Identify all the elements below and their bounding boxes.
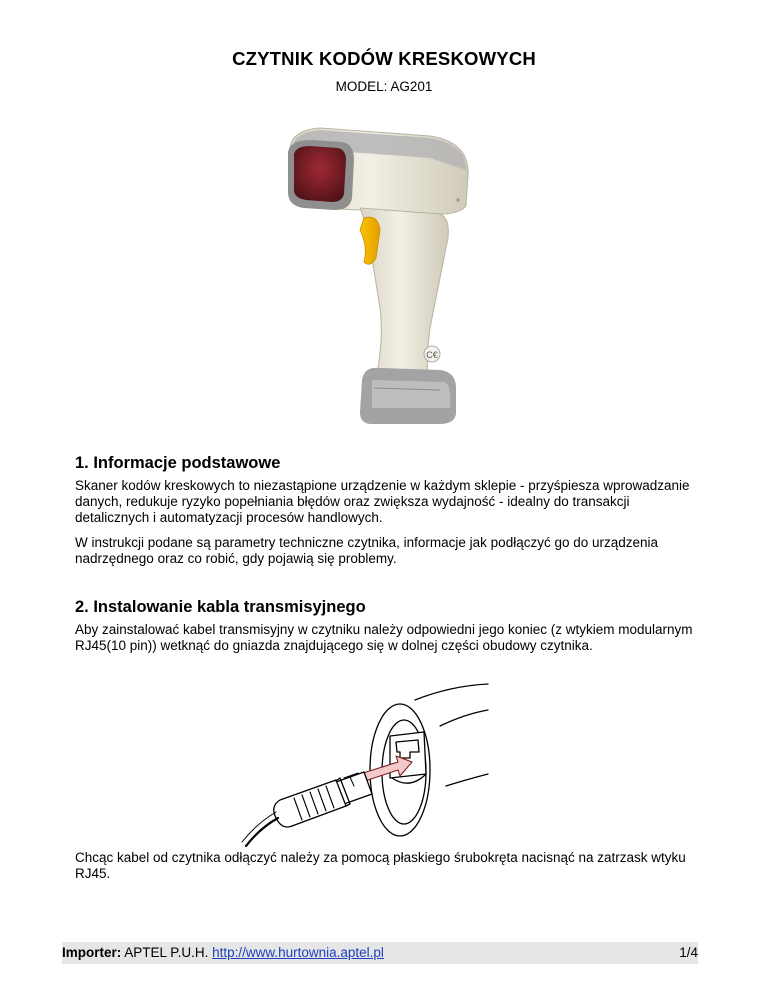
page-title: CZYTNIK KODÓW KRESKOWYCH bbox=[232, 48, 536, 69]
section-1-heading: 1. Informacje podstawowe bbox=[75, 454, 281, 472]
rj45-cable-diagram bbox=[240, 678, 490, 850]
section-1-paragraph-1: Skaner kodów kreskowych to niezastąpione urządzenie w każdym sklepie - przyśpiesza wprowadzanie danych, redukuje ryzyko popełniania błędów oraz zwiększa wydajność - idealny do transakcji detalicznych i automatyzacji procesów handlowych. bbox=[75, 478, 690, 525]
model-subtitle: MODEL: AG201 bbox=[335, 79, 433, 94]
footer-importer-label: Importer: bbox=[62, 945, 122, 960]
section-2-paragraph-1: Aby zainstalować kabel transmisyjny w czytniku należy odpowiedni jego koniec (z wtykiem modularnym RJ45(10 pin)) wetknąć do gniazda znajdującego się w dolnej części obudowy czytnika. bbox=[75, 622, 693, 653]
footer-website-link[interactable]: http://www.hurtownia.aptel.pl bbox=[212, 945, 384, 960]
page-footer bbox=[62, 942, 698, 964]
footer-importer bbox=[62, 942, 384, 964]
section-2-paragraph-2: Chcąc kabel od czytnika odłączyć należy za pomocą płaskiego śrubokręta nacisnąć na zatrzask wtyku RJ45. bbox=[75, 850, 686, 881]
svg-text:C€: C€ bbox=[426, 350, 438, 360]
barcode-scanner-illustration bbox=[280, 118, 480, 428]
section-1-paragraph-2: W instrukcji podane są parametry techniczne czytnika, informacje jak podłączyć go do urządzenia nadrzędnego oraz co robić, gdy pojawią się problemy. bbox=[75, 535, 659, 566]
page-number: 1/4 bbox=[679, 945, 698, 960]
section-2-heading: 2. Instalowanie kabla transmisyjnego bbox=[75, 598, 366, 616]
footer-importer-name: APTEL P.U.H. bbox=[124, 945, 209, 960]
